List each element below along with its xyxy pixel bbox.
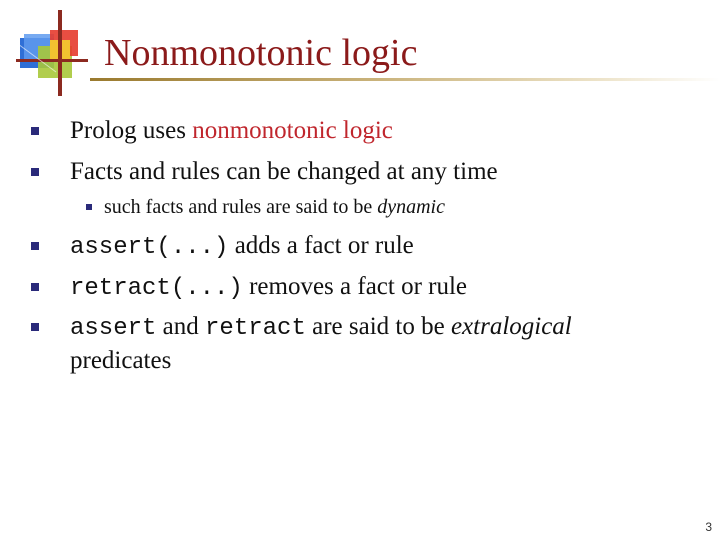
bullet-marker-2: [31, 168, 39, 176]
bullet-1: [70, 118, 393, 143]
bullet-5-and: and: [156, 313, 206, 340]
slide-title: Nonmonotonic logic: [104, 32, 418, 74]
sub-bullet-text: such facts and rules are said to be: [104, 196, 378, 218]
bullet-5-code-assert: assert: [70, 315, 157, 342]
bullet-5-continuation: predicates: [70, 347, 172, 374]
bullet-4-text: removes a fact or rule: [242, 273, 468, 300]
bullet-marker-4: [31, 283, 39, 291]
bullet-5-emphasis: extralogical: [450, 313, 572, 340]
bullet-3-code: assert(...): [70, 234, 229, 261]
bullet-5-code-retract: retract: [205, 315, 306, 342]
bullet-3: [70, 233, 414, 260]
sub-bullet: [104, 197, 445, 217]
bullet-4-code: retract(...): [70, 275, 243, 302]
decorative-logo-icon: [16, 10, 88, 96]
bullet-marker-5: [31, 323, 39, 331]
bullet-1-text: Prolog uses: [70, 117, 193, 144]
bullet-5-text: are said to be: [305, 313, 451, 340]
page-number: 3: [705, 520, 712, 534]
bullet-4: [70, 274, 467, 301]
bullet-1-highlight: nonmonotonic logic: [192, 117, 393, 144]
bullet-3-text: adds a fact or rule: [228, 232, 414, 259]
bullet-2: Facts and rules can be changed at any time: [70, 158, 498, 185]
bullet-marker-3: [31, 242, 39, 250]
title-divider: [90, 78, 720, 81]
sub-bullet-marker: [86, 204, 92, 210]
sub-bullet-emphasis: dynamic: [377, 196, 445, 218]
bullet-5: [70, 314, 572, 341]
bullet-marker-1: [31, 127, 39, 135]
